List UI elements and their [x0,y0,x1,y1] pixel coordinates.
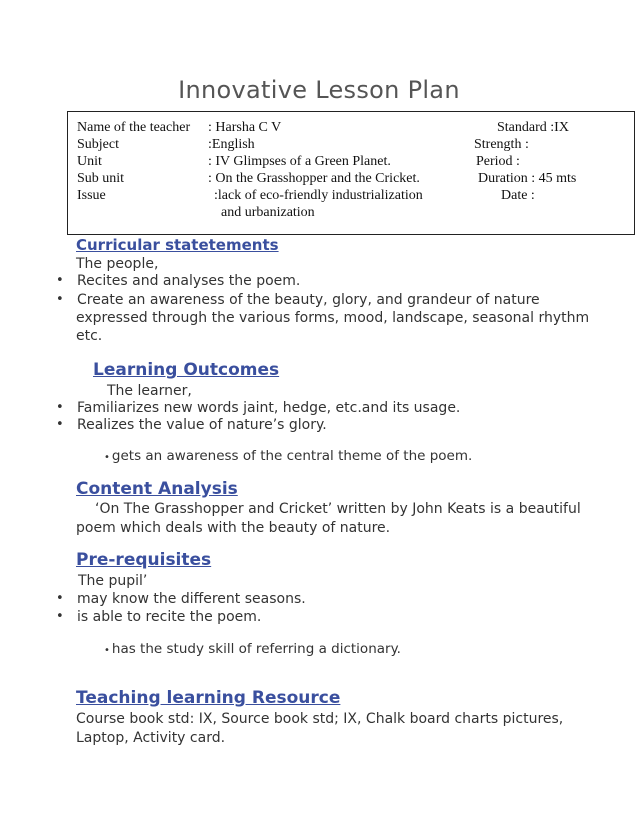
bullet-icon: • [104,452,110,463]
info-label-subunit: Sub unit [77,171,125,186]
bullet-icon: • [56,417,64,432]
resource-paragraph: Laptop, Activity card. [76,730,226,746]
info-value-unit: : IV Glimpses of a Green Planet. [208,154,391,169]
info-label-issue: Issue [77,188,106,203]
bullet-icon: • [56,273,64,288]
bullet-icon: • [56,609,64,624]
sub-list-item: • has the study skill of referring a dictionary. [104,641,401,657]
curricular-continuation: etc. [76,328,103,344]
sub-list-item: • gets an awareness of the central theme of the poem. [104,448,473,464]
outcomes-intro: The learner, [107,383,192,399]
info-value-subunit: : On the Grasshopper and the Cricket. [208,171,420,186]
info-value-subject: :English [208,137,255,152]
content-paragraph: poem which deals with the beauty of nature. [76,520,391,536]
info-label-subject: Subject [77,137,119,152]
info-strength: Strength : [474,137,529,152]
page-title: Innovative Lesson Plan [178,76,460,104]
info-standard: Standard :IX [497,120,569,135]
resource-heading: Teaching learning Resource [76,688,341,708]
info-duration: Duration : 45 mts [478,171,577,186]
curricular-intro: The people, [76,256,159,272]
bullet-icon: • [56,400,64,415]
curricular-continuation: expressed through the various forms, mood, landscape, seasonal rhythm [76,310,590,326]
content-paragraph: ‘On The Grasshopper and Cricket’ written by John Keats is a beautiful [95,501,581,517]
bullet-icon: • [104,645,110,656]
resource-paragraph: Course book std: IX, Source book std; IX, Chalk board charts pictures, [76,711,564,727]
info-value-issue-cont: and urbanization [221,205,315,220]
info-value-teacher: : Harsha C V [208,120,282,135]
info-value-issue: :lack of eco-friendly industrialization [214,188,423,203]
info-date: Date : [501,188,535,203]
bullet-icon: • [56,292,64,307]
lesson-info-box [67,111,635,235]
curricular-heading: Curricular statetements [76,236,279,254]
info-label-teacher: Name of the teacher [77,120,191,135]
info-period: Period : [476,154,520,169]
content-heading: Content Analysis [76,479,238,499]
outcomes-heading: Learning Outcomes [93,360,280,380]
info-label-unit: Unit [77,154,102,169]
prereq-intro: The pupil’ [78,573,148,589]
bullet-icon: • [56,591,64,606]
prereq-heading: Pre-requisites [76,550,212,570]
